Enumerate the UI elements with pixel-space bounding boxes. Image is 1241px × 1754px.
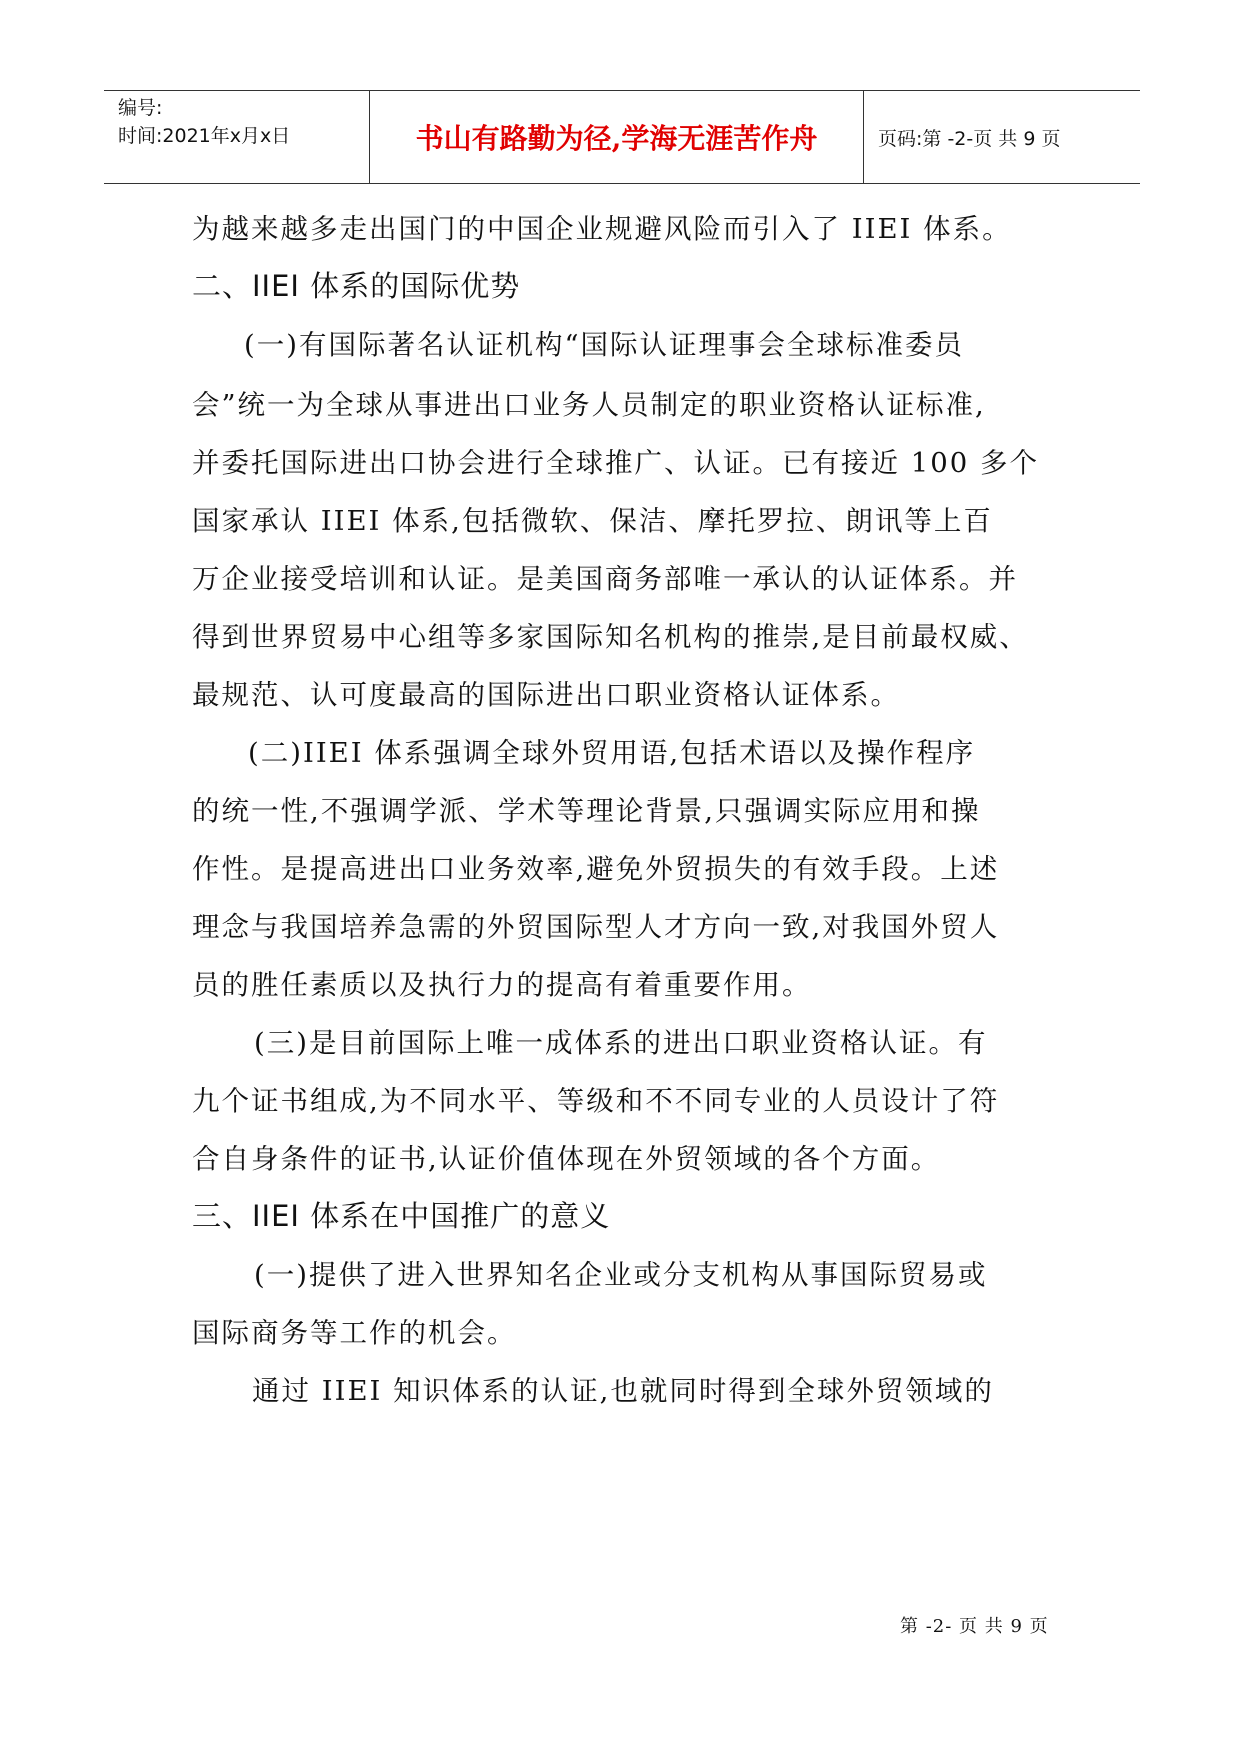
paragraph-line: 为越来越多走出国门的中国企业规避风险而引入了 IIEI 体系。 <box>192 213 1012 245</box>
paragraph-line: (二)IIEI 体系强调全球外贸用语,包括术语以及操作程序 <box>248 737 976 769</box>
section-heading: 三、IIEI 体系在中国推广的意义 <box>192 1199 611 1233</box>
paragraph-line: 合自身条件的证书,认证价值体现在外贸领域的各个方面。 <box>192 1143 941 1175</box>
paragraph-line: (三)是目前国际上唯一成体系的进出口职业资格认证。有 <box>254 1027 988 1059</box>
section-heading: 二、IIEI 体系的国际优势 <box>192 269 521 303</box>
paragraph-line: 理念与我国培养急需的外贸国际型人才方向一致,对我国外贸人 <box>192 911 1000 943</box>
time-label: 时间:2021年x月x日 <box>118 125 291 147</box>
paragraph-line: 万企业接受培训和认证。是美国商务部唯一承认的认证体系。并 <box>192 563 1018 595</box>
paragraph-line: (一)提供了进入世界知名企业或分支机构从事国际贸易或 <box>254 1259 988 1291</box>
paragraph-line: 九个证书组成,为不同水平、等级和不不同专业的人员设计了符 <box>192 1085 1000 1117</box>
paragraph-line: (一)有国际著名认证机构“国际认证理事会全球标准委员 <box>244 329 965 361</box>
paragraph-line: 会”统一为全球从事进出口业务人员制定的职业资格认证标准, <box>192 389 986 421</box>
paragraph-line: 并委托国际进出口协会进行全球推广、认证。已有接近 100 多个 <box>192 447 1039 479</box>
motto: 书山有路勤为径,学海无涯苦作舟 <box>415 122 818 155</box>
header-middle-cell <box>370 91 864 183</box>
page-label: 页码:第 -2-页 共 9 页 <box>878 127 1061 150</box>
header-left-cell <box>104 91 370 183</box>
paragraph-line: 最规范、认可度最高的国际进出口职业资格认证体系。 <box>192 679 900 711</box>
page-footer: 第 -2- 页 共 9 页 <box>900 1616 1049 1637</box>
header-right-cell <box>864 91 1140 183</box>
paragraph-line: 作性。是提高进出口业务效率,避免外贸损失的有效手段。上述 <box>192 853 1000 885</box>
header-table <box>104 90 1140 184</box>
paragraph-line: 得到世界贸易中心组等多家国际知名机构的推崇,是目前最权威、 <box>192 621 1029 653</box>
paragraph-line: 国际商务等工作的机会。 <box>192 1317 517 1349</box>
number-label: 编号: <box>118 97 163 119</box>
paragraph-line: 通过 IIEI 知识体系的认证,也就同时得到全球外贸领域的 <box>252 1375 994 1407</box>
paragraph-line: 的统一性,不强调学派、学术等理论背景,只强调实际应用和操 <box>192 795 981 827</box>
paragraph-line: 国家承认 IIEI 体系,包括微软、保洁、摩托罗拉、朗讯等上百 <box>192 505 993 537</box>
paragraph-line: 员的胜任素质以及执行力的提高有着重要作用。 <box>192 969 812 1001</box>
